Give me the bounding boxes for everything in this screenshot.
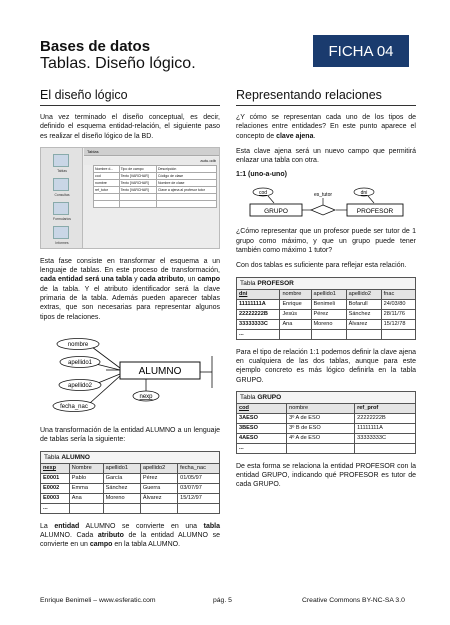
text-span: en la tabla ALUMNO.: [112, 541, 181, 549]
text-span: ¿Y cómo se representan cada uno de los tipos de relaciones entre entidades? En este punto aparece el concepto de: [236, 114, 416, 140]
attr-label: apellido2: [67, 382, 93, 389]
alumno-table: [40, 463, 220, 514]
table-cell: 3BESO: [237, 423, 287, 433]
header-cell: dni: [237, 289, 280, 299]
attr-label: dni: [360, 190, 368, 197]
screenshot-titlebar: [84, 148, 219, 156]
ficha-badge: FICHA 04: [313, 35, 409, 67]
table-row: [237, 443, 416, 453]
table-cell: 3AESO: [237, 413, 287, 423]
table-row: [237, 299, 416, 309]
header-cell: fnac: [381, 289, 415, 299]
table-cell: Álvarez: [140, 493, 177, 503]
table-cell: [140, 503, 177, 513]
right-para-question: ¿Cómo representar que un profesor puede ser tutor de 1 grupo como máximo, y que un grupo puede tener también como máximo 1 tutor?: [236, 228, 416, 255]
attr-label: cod: [258, 190, 268, 197]
right-section-title: Representando relaciones: [236, 88, 416, 106]
caption-prefix: Tabla: [240, 393, 258, 401]
table-cell: ...: [237, 329, 280, 339]
header-cell: apellido1: [311, 289, 346, 299]
table-cell: Pérez: [140, 473, 177, 483]
text-span: ALUMNO se convierte en una: [79, 522, 204, 530]
table-row: [41, 493, 220, 503]
header-cell: nombre: [287, 403, 355, 413]
table-cell: Guerra: [140, 483, 177, 493]
table-cell: [287, 443, 355, 453]
screenshot-field-grid: [93, 165, 217, 208]
table-cell: 11111111A: [355, 423, 416, 433]
table-cell: [103, 503, 140, 513]
grid-cell: Nombre de clase: [157, 179, 217, 186]
right-para-two-tables: Con dos tablas es suficiente para reflejar esta relación.: [236, 262, 407, 270]
left-intro: Una vez terminado el diseño conceptual, es decir, definido el esquema entidad-relación, el siguiente paso es realizar el diseño lógico de la BD.: [40, 114, 220, 140]
er-diagram-one-to-one: [236, 184, 416, 220]
grid-cell: [119, 200, 156, 207]
doc-subtitle: Tablas. Diseño lógico.: [40, 55, 196, 72]
grid-cell: [94, 193, 120, 200]
table-cell: ...: [237, 443, 287, 453]
grupo-table: [236, 403, 416, 454]
sidebar-label-tables: Tablas: [57, 168, 67, 173]
table-header-row: [237, 289, 416, 299]
left-para-transform-intro: Una transformación de la entidad ALUMNO a un lenguaje de tablas sería la siguiente:: [40, 426, 220, 444]
screenshot-window-title: Tablas: [87, 148, 99, 154]
table-cell: 4AESO: [237, 433, 287, 443]
table-cell: [311, 329, 346, 339]
attr-label: apellido1: [67, 359, 93, 366]
caption-name: PROFESOR: [257, 279, 294, 287]
sidebar-label-reports: Informes: [55, 240, 69, 245]
screenshot-sidebar: [41, 148, 83, 248]
table-cell: E0001: [41, 473, 70, 483]
er-diagram-svg: [40, 328, 220, 418]
profesor-table: [236, 289, 416, 340]
subsection-title: 1:1 (uno-a-uno): [236, 171, 287, 179]
header-cell: fecha_nac: [178, 463, 220, 473]
header-cell: nexp: [41, 463, 70, 473]
queries-icon: [53, 178, 69, 191]
table-row: [237, 413, 416, 423]
table-cell: Álvarez: [346, 319, 381, 329]
table-cell: E0003: [41, 493, 70, 503]
header-cell: apellido2: [346, 289, 381, 299]
attr-label: fecha_nac: [60, 403, 88, 410]
table-cell: E0002: [41, 483, 70, 493]
table-cell: Pablo: [69, 473, 103, 483]
table-row: [237, 329, 416, 339]
table-caption: [236, 277, 416, 289]
key-attr-label: nexp: [139, 393, 153, 400]
table-row: [41, 503, 220, 513]
table-cell: 3º A de ESO: [287, 413, 355, 423]
doc-title: Bases de datos: [40, 38, 151, 55]
base-app-screenshot: [40, 147, 220, 249]
table-cell: 33333333C: [237, 319, 280, 329]
caption-prefix: Tabla: [44, 453, 62, 461]
text-span: ALUMNO. Cada: [40, 531, 98, 539]
grid-cell: [157, 193, 217, 200]
grid-cell: Nombre d...: [94, 165, 120, 172]
grid-cell: Descripción: [157, 165, 217, 172]
table-caption: [40, 451, 220, 463]
table-cell: [346, 329, 381, 339]
table-cell: 15/12/97: [178, 493, 220, 503]
table-cell: Ana: [280, 319, 311, 329]
grid-cell: cod: [94, 172, 120, 179]
grid-cell: Tipo de campo: [119, 165, 156, 172]
table-cell: [381, 329, 415, 339]
table-row: [237, 319, 416, 329]
text-span: .: [313, 132, 316, 140]
table-cell: [355, 443, 416, 453]
sidebar-label-forms: Formularios: [53, 216, 71, 221]
grid-cell: Texto [VARCHAR]: [119, 186, 156, 193]
table-cell: Bofarull: [346, 299, 381, 309]
screenshot-toolbar: [84, 157, 219, 165]
header-cell: Nombre: [69, 463, 103, 473]
bold-span: tabla: [203, 522, 221, 530]
table-cell: 33333333C: [355, 433, 416, 443]
caption-prefix: Tabla: [240, 279, 258, 287]
grid-cell: [119, 193, 156, 200]
entity-label: PROFESOR: [356, 208, 394, 216]
bold-span: cada entidad será una tabla: [40, 276, 133, 284]
table-row: [237, 433, 416, 443]
table-cell: Moreno: [311, 319, 346, 329]
table-cell: Enrique: [280, 299, 311, 309]
footer-author: Enrique Benimeli – www.esferatic.com: [40, 597, 156, 604]
table-cell: Pérez: [311, 309, 346, 319]
bold-span: campo: [197, 276, 221, 284]
attr-link: [268, 196, 274, 203]
right-para-foreign-key: [236, 113, 416, 141]
table-cell: Sánchez: [103, 483, 140, 493]
table-cell: Ana: [69, 493, 103, 503]
forms-icon: [53, 202, 69, 215]
table-cell: García: [103, 473, 140, 483]
bold-span: clave ajena: [276, 132, 314, 140]
left-section-title: El diseño lógico: [40, 88, 220, 106]
table-profesor: [236, 277, 416, 340]
table-grupo: [236, 391, 416, 454]
bold-span: campo: [89, 541, 113, 549]
text-span: , un: [183, 276, 198, 284]
er-one-to-one-svg: [236, 184, 416, 220]
caption-name: ALUMNO: [61, 453, 90, 461]
header-cell: apellido1: [103, 463, 140, 473]
grid-cell: Texto [VARCHAR]: [119, 179, 156, 186]
table-cell: Moreno: [103, 493, 140, 503]
table-cell: [69, 503, 103, 513]
header-cell: ref_prof: [355, 403, 416, 413]
table-cell: Emma: [69, 483, 103, 493]
footer-license: Creative Commons BY-NC-SA 3.0: [302, 597, 405, 604]
right-para-one-to-one: Para el tipo de relación 1:1 podemos definir la clave ajena en cualquiera de las dos tablas, aunque para este ejemplo concreto es más lógico definirla en la tabla GRUPO.: [236, 348, 416, 384]
table-cell: 11111111A: [237, 299, 280, 309]
table-row: [237, 309, 416, 319]
right-para-link: Esta clave ajena será un nuevo campo que permitirá enlazar una tabla con otra.: [236, 147, 416, 165]
caption-name: GRUPO: [257, 393, 282, 401]
table-cell: [178, 503, 220, 513]
sidebar-label-queries: Consultas: [54, 192, 70, 197]
header-cell: apellido2: [140, 463, 177, 473]
grid-cell: [157, 200, 217, 207]
table-cell: 3º B de ESO: [287, 423, 355, 433]
table-cell: 22222222B: [237, 309, 280, 319]
tables-icon: [53, 154, 69, 167]
header-cell: nombre: [280, 289, 311, 299]
left-para-transform: [40, 257, 220, 322]
table-cell: 03/07/97: [178, 483, 220, 493]
bold-span: atributo: [97, 531, 124, 539]
table-caption: [236, 391, 416, 403]
table-cell: 4º A de ESO: [287, 433, 355, 443]
left-column: [40, 88, 220, 555]
attr-label: nombre: [67, 341, 89, 348]
text-span: de la entidad ALUMNO se convierte en un: [40, 531, 220, 549]
entity-label: GRUPO: [264, 208, 288, 216]
attr-link: [368, 196, 374, 203]
grid-cell: ref_tutor: [94, 186, 120, 193]
table-alumno: [40, 451, 220, 514]
table-cell: [280, 329, 311, 339]
er-diagram-alumno: [40, 328, 220, 418]
bold-span: cada atributo: [139, 276, 184, 284]
table-header-row: [41, 463, 220, 473]
right-para-conclusion: De esta forma se relaciona la entidad PROFESOR con la entidad GRUPO, indicando qué PROFESOR es tutor de cada GRUPO.: [236, 462, 416, 489]
table-cell: 22222222B: [355, 413, 416, 423]
reports-icon: [53, 226, 69, 239]
table-row: [237, 423, 416, 433]
grid-cell: [94, 200, 120, 207]
relation-label: es_tutor: [313, 192, 333, 199]
text-span: de la tabla. Y el atributo identificador será la clave primaria de la tabla. Además pueden aparecer tablas extras, que son necesarias para representar algunos tipos de relaciones.: [40, 285, 220, 321]
grid-cell: nombre: [94, 179, 120, 186]
text-span: y: [132, 276, 140, 284]
table-cell: ...: [41, 503, 70, 513]
table-cell: 28/11/76: [381, 309, 415, 319]
text-span: La: [40, 522, 55, 530]
relation-diamond: [311, 205, 335, 215]
right-column: [236, 88, 416, 496]
table-header-row: [237, 403, 416, 413]
table-row: [41, 483, 220, 493]
grid-cell: Clave a ajena al profesor tutor: [157, 186, 217, 193]
table-cell: 24/03/80: [381, 299, 415, 309]
screenshot-file-label: autu.odb: [200, 157, 216, 163]
text-span: Esta fase consiste en transformar el esquema a un lenguaje de tablas. En este proceso de transformación,: [40, 257, 220, 275]
table-cell: Benimeli: [311, 299, 346, 309]
table-cell: 15/12/78: [381, 319, 415, 329]
table-cell: Sánchez: [346, 309, 381, 319]
entity-label: ALUMNO: [138, 365, 182, 377]
left-para-conclusion: [40, 522, 220, 550]
table-cell: Jesús: [280, 309, 311, 319]
footer-page-number: pág. 5: [213, 597, 232, 604]
table-row: [41, 473, 220, 483]
header-cell: cod: [237, 403, 287, 413]
table-cell: 01/05/97: [178, 473, 220, 483]
grid-cell: Texto [VARCHAR]: [119, 172, 156, 179]
grid-cell: Código de clase: [157, 172, 217, 179]
bold-span: entidad: [54, 522, 80, 530]
